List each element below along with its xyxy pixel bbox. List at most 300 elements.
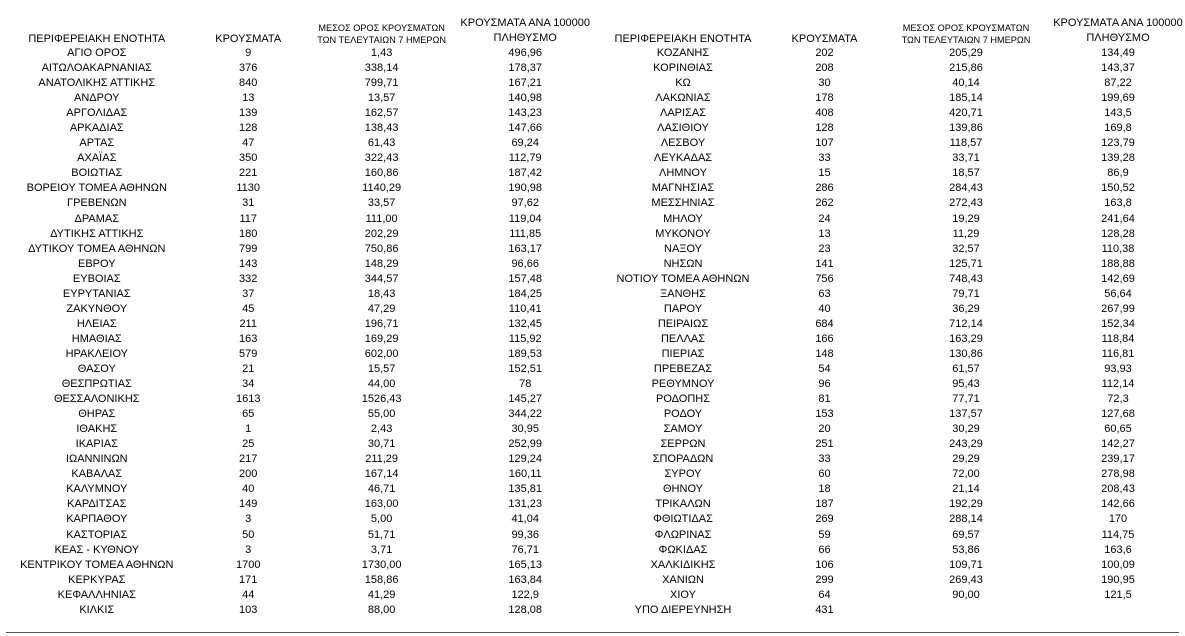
cell-7day-average: 167,14 <box>364 468 399 481</box>
table-row <box>598 287 1185 302</box>
cell-region: ΤΡΙΚΑΛΩΝ <box>655 498 711 511</box>
header-row <box>0 0 590 46</box>
cell-per-100000: 99,36 <box>511 528 539 541</box>
cell-cases: 96 <box>818 378 831 391</box>
cell-per-100000: 97,62 <box>511 197 539 210</box>
cell-per-100000: 252,99 <box>508 438 543 451</box>
table-row <box>0 287 590 302</box>
cell-cases: 332 <box>239 272 258 285</box>
cell-per-100000: 93,93 <box>1104 363 1132 375</box>
cell-region: ΑΡΤΑΣ <box>79 137 115 150</box>
cell-per-100000: 139,28 <box>1101 152 1135 165</box>
cell-cases: 64 <box>818 588 831 601</box>
cell-7day-average: 420,71 <box>949 107 983 120</box>
cell-cases: 63 <box>818 287 831 300</box>
cell-region: ΖΑΚΥΝΘΟΥ <box>66 302 128 315</box>
cell-per-100000: 241,64 <box>1101 212 1135 225</box>
table-row <box>0 242 590 257</box>
cell-7day-average: 11,29 <box>952 227 980 240</box>
cell-per-100000: 143,23 <box>508 107 543 120</box>
table-row <box>0 422 590 437</box>
header-avg-line2: ΤΩΝ ΤΕΛΕΥΤΑΙΩΝ 7 ΗΜΕΡΩΝ <box>901 35 1031 45</box>
cell-per-100000: 147,66 <box>508 122 543 135</box>
cell-7day-average: 15,57 <box>367 363 396 375</box>
cell-cases: 148 <box>815 347 834 360</box>
cases-table-left <box>0 0 590 618</box>
table-row <box>0 166 590 181</box>
cell-7day-average: 192,29 <box>949 498 983 511</box>
cell-cases: 47 <box>242 137 255 150</box>
table-row <box>598 528 1185 543</box>
cell-per-100000: 145,27 <box>508 393 543 406</box>
table-row <box>598 196 1185 211</box>
cell-7day-average: 750,86 <box>364 242 399 255</box>
cell-7day-average: 288,14 <box>949 513 983 526</box>
cell-region: ΑΝΔΡΟΥ <box>74 92 120 105</box>
cell-cases: 117 <box>239 212 257 225</box>
cell-cases: 756 <box>815 272 834 285</box>
cell-region: ΗΛΕΙΑΣ <box>76 317 117 330</box>
cell-cases: 3 <box>245 513 252 526</box>
table-body-right <box>598 46 1185 618</box>
header-avg-line1: ΜΕΣΟΣ ΟΡΟΣ ΚΡΟΥΣΜΑΤΩΝ <box>902 23 1030 33</box>
cell-7day-average: 109,71 <box>949 558 983 571</box>
cell-per-100000: 239,17 <box>1101 453 1135 466</box>
table-row <box>0 588 590 603</box>
table-row <box>0 151 590 166</box>
cell-cases: 40 <box>242 483 255 496</box>
cell-7day-average: 44,00 <box>367 378 396 391</box>
cell-region: ΗΡΑΚΛΕΙΟΥ <box>65 347 128 360</box>
table-row <box>0 407 590 422</box>
cell-7day-average: 79,71 <box>952 287 980 300</box>
cell-region: ΝΑΞΟΥ <box>664 242 702 255</box>
cell-per-100000: 163,17 <box>508 242 543 255</box>
cell-region: ΛΑΚΩΝΙΑΣ <box>655 92 711 105</box>
cell-7day-average: 344,57 <box>364 272 399 285</box>
cell-per-100000: 189,53 <box>508 347 543 360</box>
cell-per-100000: 152,51 <box>508 363 543 375</box>
cell-7day-average: 30,29 <box>952 423 980 436</box>
cell-per-100000: 128,08 <box>508 603 543 616</box>
cell-per-100000: 160,11 <box>508 468 542 481</box>
cell-7day-average: 77,71 <box>952 393 980 406</box>
table-row <box>0 302 590 317</box>
table-row <box>598 121 1185 136</box>
header-7day-average <box>303 0 461 46</box>
cell-region: ΜΑΓΝΗΣΙΑΣ <box>651 182 715 195</box>
cell-cases: 163 <box>239 332 258 345</box>
cell-region: ΘΗΝΟΥ <box>663 483 703 496</box>
cell-cases: 103 <box>239 603 258 616</box>
table-row <box>598 302 1185 317</box>
cell-per-100000: 114,75 <box>1101 528 1135 541</box>
table-row <box>0 91 590 106</box>
header-per-100000 <box>460 0 590 46</box>
cell-7day-average: 3,71 <box>370 543 393 556</box>
cell-per-100000: 140,98 <box>508 92 543 105</box>
cell-7day-average: 2,43 <box>370 423 393 436</box>
cell-7day-average: 202,29 <box>364 227 399 240</box>
cell-region: ΠΕΙΡΑΙΩΣ <box>657 317 709 330</box>
right-table-panel <box>598 0 1185 618</box>
cell-region: ΣΕΡΡΩΝ <box>660 438 706 451</box>
cell-7day-average: 130,86 <box>949 347 983 360</box>
cell-cases: 171 <box>239 573 258 586</box>
cell-cases: 221 <box>239 167 258 180</box>
table-row <box>598 407 1185 422</box>
cell-cases: 178 <box>815 92 834 105</box>
cell-per-100000: 127,68 <box>1101 408 1135 421</box>
cell-per-100000: 165,13 <box>508 558 543 571</box>
cell-7day-average: 33,71 <box>952 152 980 165</box>
cell-region: ΛΕΣΒΟΥ <box>660 137 706 150</box>
cell-cases: 1 <box>245 423 252 436</box>
cell-per-100000: 129,24 <box>508 453 543 466</box>
cell-cases: 166 <box>815 332 834 345</box>
cell-7day-average: 46,71 <box>367 483 396 496</box>
table-row <box>0 317 590 332</box>
cell-per-100000: 118,84 <box>1101 332 1135 345</box>
cell-7day-average: 1526,43 <box>361 393 402 406</box>
table-row <box>0 76 590 91</box>
header-row <box>598 0 1185 46</box>
cell-per-100000: 184,25 <box>508 287 543 300</box>
cell-7day-average: 118,57 <box>949 137 983 150</box>
cell-per-100000: 163,8 <box>1104 197 1132 210</box>
cell-cases: 18 <box>818 483 831 496</box>
cell-cases: 840 <box>239 77 258 90</box>
table-row <box>598 377 1185 392</box>
cell-per-100000: 30,95 <box>511 423 539 436</box>
cell-region: ΡΟΔΟΠΗΣ <box>655 393 711 406</box>
cell-cases: 431 <box>815 603 834 616</box>
table-row <box>598 347 1185 362</box>
table-row <box>598 332 1185 347</box>
cell-7day-average: 748,43 <box>949 272 983 285</box>
cell-cases: 799 <box>239 242 258 255</box>
cell-7day-average: 30,71 <box>367 438 396 451</box>
cell-region: ΦΛΩΡΙΝΑΣ <box>654 528 712 541</box>
cell-per-100000: 110,38 <box>1101 242 1135 255</box>
cell-cases: 684 <box>815 317 834 330</box>
cell-per-100000: 78 <box>519 378 532 391</box>
cell-cases: 251 <box>815 438 834 451</box>
cell-cases: 187 <box>815 498 834 511</box>
table-row <box>598 61 1185 76</box>
cell-region: ΠΡΕΒΕΖΑΣ <box>653 363 713 375</box>
cell-7day-average: 158,86 <box>364 573 399 586</box>
table-row <box>0 392 590 407</box>
cell-cases: 262 <box>815 197 834 210</box>
cell-7day-average: 69,57 <box>952 528 980 541</box>
cell-region: ΑΡΓΟΛΙΔΑΣ <box>66 107 128 120</box>
table-row <box>598 136 1185 151</box>
cell-cases: 20 <box>818 423 831 436</box>
cell-cases: 66 <box>818 543 831 556</box>
cell-cases: 153 <box>815 408 834 421</box>
cell-cases: 202 <box>815 47 834 60</box>
cell-7day-average: 322,43 <box>364 152 399 165</box>
cell-cases: 54 <box>818 363 831 375</box>
cell-cases: 60 <box>818 468 831 481</box>
header-per-line2: ΠΛΗΘΥΣΜΟ <box>493 32 557 44</box>
table-row <box>598 543 1185 558</box>
cell-per-100000: 208,43 <box>1101 483 1135 496</box>
cell-region: ΚΑΛΥΜΝΟΥ <box>66 483 128 496</box>
cell-7day-average: 111,00 <box>365 212 398 225</box>
cell-cases: 23 <box>818 242 831 255</box>
cell-per-100000: 100,09 <box>1101 558 1135 571</box>
cell-7day-average: 18,57 <box>952 167 980 180</box>
cell-region: ΘΕΣΠΡΩΤΙΑΣ <box>61 378 132 391</box>
cell-region: ΘΑΣΟΥ <box>77 363 116 375</box>
cell-region: ΕΥΡΥΤΑΝΙΑΣ <box>62 287 131 300</box>
cell-per-100000: 112,79 <box>508 152 542 165</box>
cell-7day-average: 799,71 <box>364 77 399 90</box>
cell-cases: 141 <box>815 257 834 270</box>
cell-7day-average: 41,29 <box>367 588 396 601</box>
cell-7day-average: 53,86 <box>952 543 980 556</box>
cell-cases: 128 <box>815 122 834 135</box>
cell-region: ΦΩΚΙΔΑΣ <box>658 543 708 556</box>
cell-7day-average: 602,00 <box>364 347 399 360</box>
cell-7day-average: 269,43 <box>949 573 983 586</box>
cell-per-100000: 143,37 <box>1101 62 1135 75</box>
table-row <box>0 106 590 121</box>
table-row <box>0 573 590 588</box>
table-row <box>0 46 590 61</box>
cell-cases: 33 <box>818 453 831 466</box>
cell-cases: 107 <box>815 137 834 150</box>
cell-cases: 34 <box>242 378 255 391</box>
cell-cases: 37 <box>242 287 255 300</box>
table-row <box>0 437 590 452</box>
cell-7day-average: 712,14 <box>949 317 983 330</box>
cell-cases: 350 <box>239 152 258 165</box>
cell-cases: 40 <box>818 302 831 315</box>
cell-7day-average: 196,71 <box>364 317 399 330</box>
table-row <box>0 347 590 362</box>
cell-region: ΗΜΑΘΙΑΣ <box>71 332 122 345</box>
cell-region: ΕΒΡΟΥ <box>78 257 116 270</box>
table-row <box>598 166 1185 181</box>
cell-cases: 33 <box>818 152 831 165</box>
cell-region: ΜΗΛΟΥ <box>663 212 703 225</box>
cell-region: ΔΡΑΜΑΣ <box>74 212 120 225</box>
table-row <box>0 482 590 497</box>
table-row <box>598 106 1185 121</box>
cell-cases: 217 <box>239 453 258 466</box>
cell-per-100000: 142,27 <box>1101 438 1135 451</box>
cell-7day-average: 36,29 <box>952 302 980 315</box>
cell-cases: 25 <box>242 438 255 451</box>
cell-7day-average: 90,00 <box>952 588 980 601</box>
cell-per-100000: 150,52 <box>1101 182 1135 195</box>
table-row <box>0 497 590 512</box>
cell-per-100000: 123,79 <box>1101 137 1135 150</box>
cell-per-100000: 135,81 <box>508 483 543 496</box>
table-row <box>598 437 1185 452</box>
cell-region: ΥΠΟ ΔΙΕΡΕΥΝΗΣΗ <box>634 603 732 616</box>
cell-region: ΑΙΤΩΛΟΑΚΑΡΝΑΝΙΑΣ <box>41 62 152 75</box>
left-table-panel <box>0 0 590 618</box>
cell-cases: 21 <box>242 363 255 375</box>
cell-region: ΞΑΝΘΗΣ <box>660 287 706 300</box>
cell-region: ΦΘΙΩΤΙΔΑΣ <box>653 513 713 526</box>
cell-region: ΔΥΤΙΚΟΥ ΤΟΜΕΑ ΑΘΗΝΩΝ <box>28 242 166 255</box>
cell-region: ΒΟΡΕΙΟΥ ΤΟΜΕΑ ΑΘΗΝΩΝ <box>26 182 167 195</box>
cell-region: ΙΚΑΡΙΑΣ <box>75 438 118 451</box>
cell-7day-average: 160,86 <box>364 167 399 180</box>
table-row <box>598 91 1185 106</box>
cell-per-100000: 132,45 <box>508 317 543 330</box>
cell-region: ΝΗΣΩΝ <box>663 257 703 270</box>
cell-region: ΚΟΡΙΝΘΙΑΣ <box>653 62 713 75</box>
cell-cases: 139 <box>239 107 258 120</box>
cell-cases: 24 <box>818 212 831 225</box>
cell-region: ΚΑΡΠΑΘΟΥ <box>66 513 128 526</box>
header-per-100000 <box>1051 0 1185 46</box>
cell-per-100000: 190,98 <box>508 182 543 195</box>
cell-cases: 149 <box>239 498 258 511</box>
cell-region: ΧΙΟΥ <box>670 588 696 601</box>
cell-per-100000: 122,9 <box>511 588 539 601</box>
cell-region: ΑΧΑΪΑΣ <box>77 152 117 165</box>
table-row <box>598 46 1185 61</box>
header-avg-line1: ΜΕΣΟΣ ΟΡΟΣ ΚΡΟΥΣΜΑΤΩΝ <box>318 23 445 33</box>
cell-7day-average: 51,71 <box>367 528 396 541</box>
table-row <box>598 362 1185 377</box>
cell-7day-average: 61,57 <box>952 363 980 375</box>
cell-cases: 128 <box>239 122 258 135</box>
table-row <box>598 603 1185 618</box>
cell-per-100000: 142,66 <box>1101 498 1135 511</box>
table-row <box>598 212 1185 227</box>
cell-region: ΛΗΜΝΟΥ <box>659 167 707 180</box>
cell-region: ΚΑΒΑΛΑΣ <box>71 468 123 481</box>
table-row <box>0 543 590 558</box>
cell-7day-average: 88,00 <box>367 603 396 616</box>
table-row <box>598 392 1185 407</box>
table-row <box>0 512 590 527</box>
cell-region: ΝΟΤΙΟΥ ΤΟΜΕΑ ΑΘΗΝΩΝ <box>616 272 750 285</box>
cell-7day-average: 5,00 <box>370 513 393 526</box>
cell-region: ΑΝΑΤΟΛΙΚΗΣ ΑΤΤΙΚΗΣ <box>38 77 156 90</box>
cell-per-100000: 170 <box>1108 513 1128 526</box>
cell-7day-average: 125,71 <box>949 257 983 270</box>
table-row <box>0 121 590 136</box>
cell-per-100000: 188,88 <box>1101 257 1135 270</box>
bottom-divider <box>6 632 1179 633</box>
header-region: ΠΕΡΙΦΕΡΕΙΑΚΗ ΕΝΟΤΗΤΑ <box>614 33 752 45</box>
cell-per-100000: 115,92 <box>508 332 542 345</box>
table-row <box>0 467 590 482</box>
cell-region: ΘΗΡΑΣ <box>78 408 116 421</box>
cell-region: ΛΕΥΚΑΔΑΣ <box>653 152 713 165</box>
cell-cases: 269 <box>815 513 834 526</box>
cell-region: ΙΩΑΝΝΙΝΩΝ <box>65 453 128 466</box>
cell-cases: 208 <box>815 62 834 75</box>
header-per-line1: ΚΡΟΥΣΜΑΤΑ ΑΝΑ 100000 <box>460 17 590 29</box>
cell-cases: 143 <box>239 257 258 270</box>
cell-cases: 9 <box>245 47 252 60</box>
cell-per-100000 <box>1051 603 1185 618</box>
cell-region: ΧΑΛΚΙΔΙΚΗΣ <box>650 558 716 571</box>
cell-per-100000: 128,28 <box>1101 227 1135 240</box>
cell-cases: 44 <box>242 588 255 601</box>
cell-per-100000: 112,14 <box>1101 378 1135 391</box>
cell-per-100000: 157,48 <box>508 272 543 285</box>
cell-cases: 1700 <box>235 558 261 571</box>
cell-cases: 59 <box>818 528 831 541</box>
cell-7day-average: 21,14 <box>952 483 980 496</box>
cell-region: ΣΠΟΡΑΔΩΝ <box>652 453 714 466</box>
cell-per-100000: 131,23 <box>508 498 543 511</box>
cell-per-100000: 142,69 <box>1101 272 1135 285</box>
cell-region: ΠΑΡΟΥ <box>663 302 703 315</box>
table-row <box>598 497 1185 512</box>
table-row <box>598 257 1185 272</box>
cell-region: ΚΕΝΤΡΙΚΟΥ ΤΟΜΕΑ ΑΘΗΝΩΝ <box>20 558 174 571</box>
cell-region: ΠΙΕΡΙΑΣ <box>661 347 705 360</box>
cell-cases: 3 <box>245 543 252 556</box>
cell-region: ΙΘΑΚΗΣ <box>76 423 118 436</box>
cell-7day-average: 138,43 <box>364 122 399 135</box>
cell-7day-average: 185,14 <box>949 92 983 105</box>
cell-per-100000: 199,69 <box>1101 92 1135 105</box>
cell-7day-average: 18,43 <box>367 287 396 300</box>
header-region: ΠΕΡΙΦΕΡΕΙΑΚΗ ΕΝΟΤΗΤΑ <box>28 33 166 45</box>
cell-cases: 30 <box>818 77 831 90</box>
cell-7day-average: 163,29 <box>949 332 983 345</box>
cell-7day-average: 139,86 <box>949 122 983 135</box>
cell-cases: 579 <box>239 347 258 360</box>
cell-7day-average: 47,29 <box>367 302 396 315</box>
cell-cases: 13 <box>242 92 255 105</box>
cell-cases: 180 <box>239 227 258 240</box>
table-row <box>598 76 1185 91</box>
cell-per-100000: 496,96 <box>508 47 543 60</box>
cell-7day-average: 33,57 <box>367 197 396 210</box>
cell-region: ΚΙΛΚΙΣ <box>79 603 115 616</box>
cell-7day-average: 1730,00 <box>361 558 402 571</box>
header-7day-average <box>881 0 1051 46</box>
cell-7day-average: 61,43 <box>367 137 396 150</box>
cell-7day-average: 162,57 <box>364 107 399 120</box>
cell-per-100000: 121,5 <box>1104 588 1132 601</box>
table-row <box>598 181 1185 196</box>
cell-per-100000: 69,24 <box>511 137 539 150</box>
cell-7day-average: 1140,29 <box>362 182 402 195</box>
table-row <box>0 272 590 287</box>
cell-per-100000: 110,41 <box>508 302 542 315</box>
header-cases: ΚΡΟΥΣΜΑΤΑ <box>791 33 858 45</box>
cell-per-100000: 167,21 <box>508 77 543 90</box>
table-row <box>598 272 1185 287</box>
cell-per-100000: 72,3 <box>1107 393 1129 406</box>
cell-7day-average: 32,57 <box>952 242 980 255</box>
cell-per-100000: 187,42 <box>508 167 543 180</box>
table-row <box>0 603 590 618</box>
cell-7day-average: 272,43 <box>949 197 983 210</box>
cell-region: ΔΥΤΙΚΗΣ ΑΤΤΙΚΗΣ <box>50 227 144 240</box>
cell-per-100000: 134,49 <box>1101 47 1135 60</box>
cell-7day-average: 243,29 <box>949 438 983 451</box>
cell-cases: 299 <box>815 573 834 586</box>
cell-7day-average: 148,29 <box>364 257 399 270</box>
cell-per-100000: 87,22 <box>1104 77 1132 90</box>
